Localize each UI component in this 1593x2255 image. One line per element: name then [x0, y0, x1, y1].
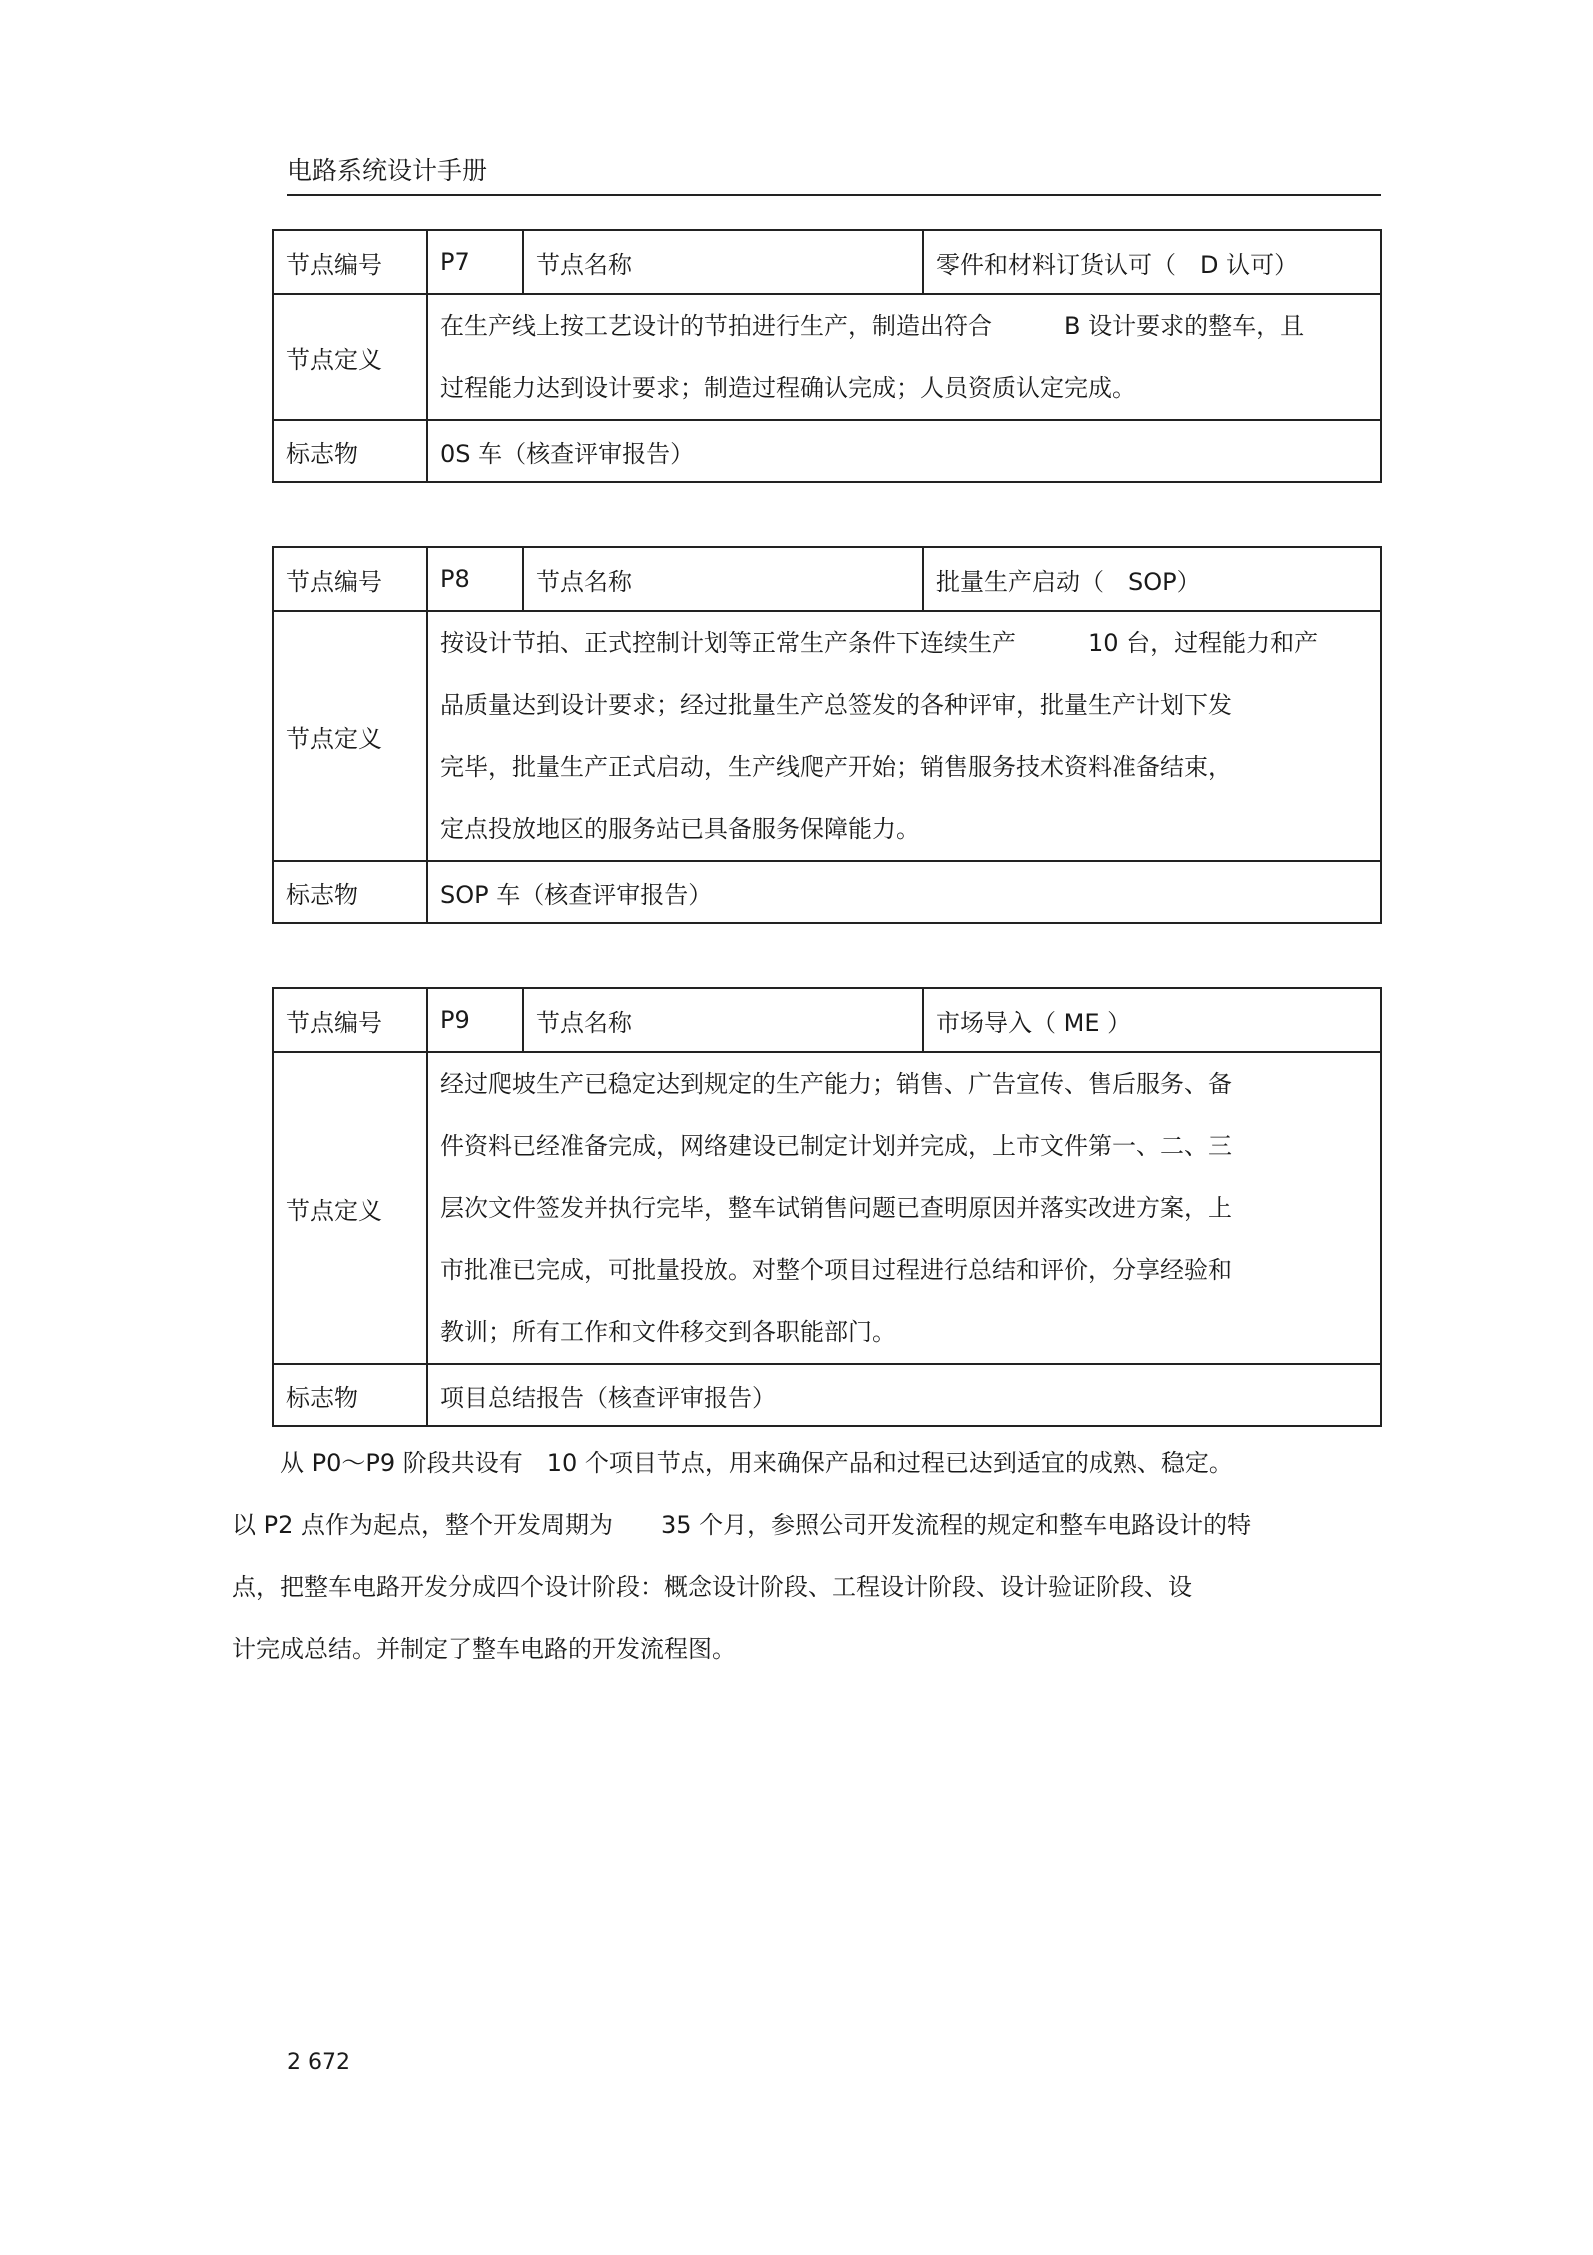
- definition-line: 经过爬坡生产已稳定达到规定的生产能力；销售、广告宣传、售后服务、备: [440, 1070, 1232, 1098]
- definition-line: 在生产线上按工艺设计的节拍进行生产，制造出符合 B 设计要求的整车，且: [440, 312, 1305, 340]
- definition-line: 完毕，批量生产正式启动，生产线爬产开始；销售服务技术资料准备结束，: [440, 753, 1232, 781]
- node-code: P7: [427, 230, 523, 294]
- node-code-label: 节点编号: [273, 230, 427, 294]
- definition-line: 件资料已经准备完成，网络建设已制定计划并完成，上市文件第一、二、三: [440, 1132, 1232, 1160]
- node-name-label: 节点名称: [523, 988, 923, 1052]
- node-name-label: 节点名称: [523, 230, 923, 294]
- node-table-p8: [272, 546, 1382, 924]
- node-code: P9: [427, 988, 523, 1052]
- node-definition: [427, 1052, 1381, 1364]
- definition-line: 层次文件签发并执行完毕，整车试销售问题已查明原因并落实改进方案，上: [440, 1194, 1232, 1222]
- header-rule: [287, 194, 1381, 196]
- node-code-label: 节点编号: [273, 547, 427, 611]
- definition-line: 定点投放地区的服务站已具备服务保障能力。: [440, 815, 920, 843]
- document-header-title: 电路系统设计手册: [287, 156, 488, 185]
- node-marker: 项目总结报告（核查评审报告）: [427, 1364, 1381, 1426]
- definition-line: 教训；所有工作和文件移交到各职能部门。: [440, 1318, 896, 1346]
- body-line: 点，把整车电路开发分成四个设计阶段：概念设计阶段、工程设计阶段、设计验证阶段、设: [232, 1573, 1192, 1601]
- node-table-p9: [272, 987, 1382, 1427]
- node-marker-label: 标志物: [273, 420, 427, 482]
- node-name: 批量生产启动（ SOP）: [923, 547, 1381, 611]
- body-paragraph: [232, 1432, 1382, 1680]
- node-marker-label: 标志物: [273, 861, 427, 923]
- node-definition: [427, 611, 1381, 861]
- node-name: 市场导入（ ME ）: [923, 988, 1381, 1052]
- definition-line: 过程能力达到设计要求；制造过程确认完成；人员资质认定完成。: [440, 374, 1136, 402]
- node-definition-label: 节点定义: [273, 1052, 427, 1364]
- node-marker: 0S 车（核查评审报告）: [427, 420, 1381, 482]
- node-code: P8: [427, 547, 523, 611]
- node-marker-label: 标志物: [273, 1364, 427, 1426]
- node-table-p7: [272, 229, 1382, 483]
- node-definition: [427, 294, 1381, 420]
- body-line: 以 P2 点作为起点，整个开发周期为 35 个月，参照公司开发流程的规定和整车电路设计的特: [232, 1511, 1252, 1539]
- node-definition-label: 节点定义: [273, 294, 427, 420]
- page-number: 2 672: [287, 2050, 350, 2075]
- body-line: 计完成总结。并制定了整车电路的开发流程图。: [232, 1635, 736, 1663]
- node-name-label: 节点名称: [523, 547, 923, 611]
- node-name: 零件和材料订货认可（ D 认可）: [923, 230, 1381, 294]
- definition-line: 市批准已完成，可批量投放。对整个项目过程进行总结和评价，分享经验和: [440, 1256, 1232, 1284]
- node-code-label: 节点编号: [273, 988, 427, 1052]
- definition-line: 按设计节拍、正式控制计划等正常生产条件下连续生产 10 台，过程能力和产: [440, 629, 1319, 657]
- body-line: 从 P0～P9 阶段共设有 10 个项目节点，用来确保产品和过程已达到适宜的成熟、稳定。: [232, 1449, 1233, 1477]
- definition-line: 品质量达到设计要求；经过批量生产总签发的各种评审，批量生产计划下发: [440, 691, 1232, 719]
- node-marker: SOP 车（核查评审报告）: [427, 861, 1381, 923]
- node-definition-label: 节点定义: [273, 611, 427, 861]
